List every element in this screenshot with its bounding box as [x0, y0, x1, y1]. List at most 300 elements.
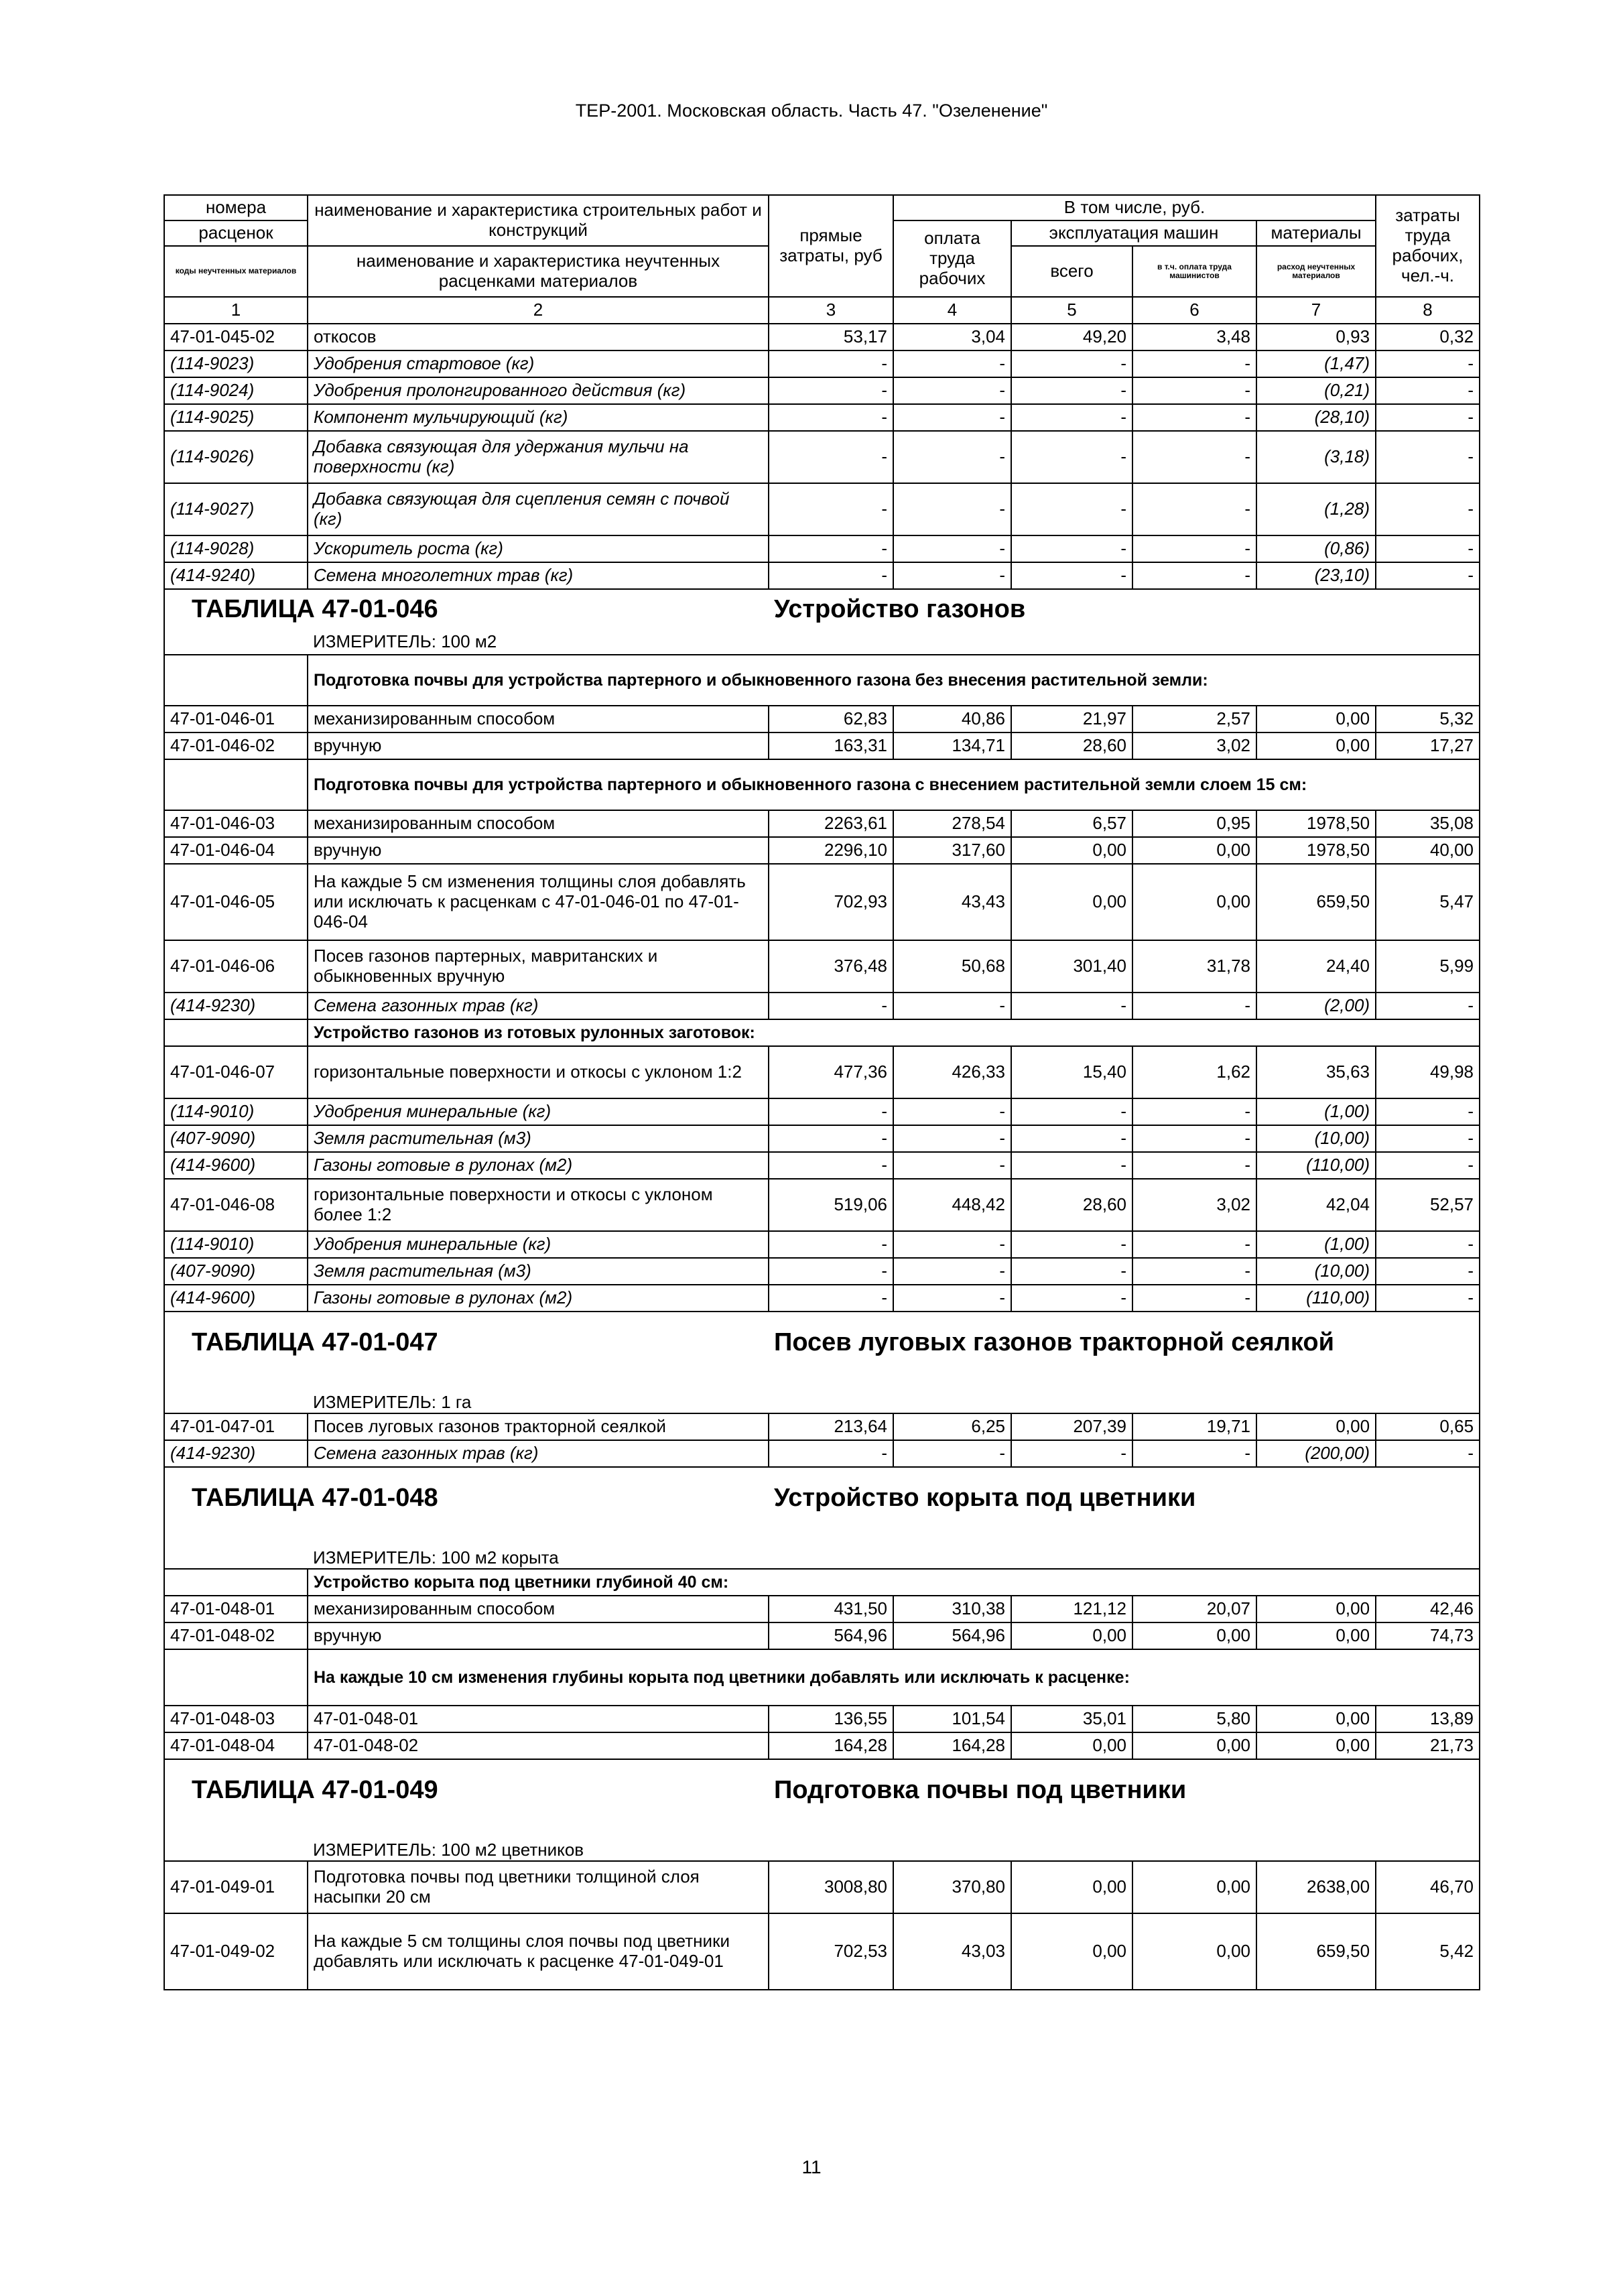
cell-dash: -	[1011, 1152, 1132, 1179]
measure-unit: ИЗМЕРИТЕЛЬ: 100 м2 цветников	[313, 1840, 584, 1860]
table-row	[164, 1596, 1480, 1622]
cell-value: 301,40	[1011, 940, 1132, 993]
table-row	[164, 940, 1480, 993]
material-row	[164, 350, 1480, 377]
material-qty: (28,10)	[1256, 404, 1376, 431]
cell-dash: -	[769, 431, 893, 483]
material-qty: (10,00)	[1256, 1258, 1376, 1285]
cell-value: 0,00	[1132, 1913, 1256, 1990]
cell-dash: -	[1011, 431, 1132, 483]
cell-value: 2,57	[1132, 706, 1256, 732]
table-row	[164, 1732, 1480, 1759]
cell-dash: -	[1132, 1125, 1256, 1152]
col-num: 1	[164, 297, 308, 324]
cell-value: 0,00	[1011, 1913, 1132, 1990]
cell-value: 53,17	[769, 324, 893, 350]
cell-dash: -	[1132, 404, 1256, 431]
cell-value: 28,60	[1011, 732, 1132, 759]
cell-value: 0,00	[1132, 1732, 1256, 1759]
material-code: (114-9026)	[164, 431, 308, 483]
cell-value: 42,04	[1256, 1179, 1376, 1231]
work-name: горизонтальные поверхности и откосы с уклоном более 1:2	[308, 1179, 769, 1231]
cell-value: 0,00	[1256, 1732, 1376, 1759]
cell-value: 370,80	[893, 1861, 1011, 1913]
material-row	[164, 535, 1480, 562]
table-row	[164, 324, 1480, 350]
table-label: ТАБЛИЦА 47-01-049	[192, 1775, 438, 1804]
cell-dash: -	[769, 535, 893, 562]
rate-code: 47-01-046-07	[164, 1046, 308, 1098]
header-material-usage: расход неучтенных материалов	[1256, 246, 1376, 297]
material-name: Земля растительная (м3)	[308, 1258, 769, 1285]
cell-value: 6,25	[893, 1413, 1011, 1440]
cell-value: 163,31	[769, 732, 893, 759]
cell-value: 74,73	[1376, 1622, 1480, 1649]
work-name: откосов	[308, 324, 769, 350]
material-code: (114-9010)	[164, 1231, 308, 1258]
cell-value: 0,00	[1011, 1861, 1132, 1913]
page-header: ТЕР-2001. Московская область. Часть 47. "Озеленение"	[575, 101, 1048, 121]
cell-dash: -	[1011, 1258, 1132, 1285]
cell-value: 3,48	[1132, 324, 1256, 350]
table-row	[164, 837, 1480, 864]
rate-code: 47-01-046-08	[164, 1179, 308, 1231]
material-row	[164, 1258, 1480, 1285]
cell-value: 0,00	[1256, 1413, 1376, 1440]
cell-dash: -	[1376, 1125, 1480, 1152]
material-qty: (200,00)	[1256, 1440, 1376, 1467]
material-code: (407-9090)	[164, 1258, 308, 1285]
price-table	[164, 194, 1480, 1990]
material-code: (414-9240)	[164, 562, 308, 589]
cell-value: 3,02	[1132, 1179, 1256, 1231]
material-row	[164, 1152, 1480, 1179]
cell-value: 35,63	[1256, 1046, 1376, 1098]
cell-dash: -	[893, 993, 1011, 1019]
cell-value: 2296,10	[769, 837, 893, 864]
work-name: Посев луговых газонов тракторной сеялкой	[308, 1413, 769, 1440]
measure-unit: ИЗМЕРИТЕЛЬ: 100 м2	[313, 631, 497, 651]
cell-value: 43,03	[893, 1913, 1011, 1990]
cell-value: 35,08	[1376, 810, 1480, 837]
table-title-row	[164, 589, 1480, 629]
cell-value: 659,50	[1256, 864, 1376, 940]
table-label: ТАБЛИЦА 47-01-046	[192, 594, 438, 623]
cell-value: 17,27	[1376, 732, 1480, 759]
cell-dash: -	[893, 1440, 1011, 1467]
cell-value: 0,00	[1132, 1861, 1256, 1913]
cell-dash: -	[1376, 1231, 1480, 1258]
cell-value: 3,04	[893, 324, 1011, 350]
table-row	[164, 1413, 1480, 1440]
table-title: Посев луговых газонов тракторной сеялкой	[774, 1328, 1334, 1356]
cell-dash: -	[769, 404, 893, 431]
rate-code: 47-01-046-06	[164, 940, 308, 993]
material-name: Ускоритель роста (кг)	[308, 535, 769, 562]
material-name: Газоны готовые в рулонах (м2)	[308, 1152, 769, 1179]
cell-value: 2638,00	[1256, 1861, 1376, 1913]
rate-code: 47-01-049-01	[164, 1861, 308, 1913]
work-name: механизированным способом	[308, 706, 769, 732]
cell-value: 1978,50	[1256, 810, 1376, 837]
cell-dash: -	[769, 377, 893, 404]
work-name: На каждые 5 см изменения толщины слоя добавлять или исключать к расценкам с 47-01-046-01 по 47-01-046-04	[308, 864, 769, 940]
table-row	[164, 1706, 1480, 1732]
work-name: вручную	[308, 837, 769, 864]
material-qty: (1,28)	[1256, 483, 1376, 535]
material-code: (114-9025)	[164, 404, 308, 431]
cell-value: 0,00	[1256, 1596, 1376, 1622]
cell-dash: -	[1376, 377, 1480, 404]
header-machinist-pay: в т.ч. оплата труда машинистов	[1132, 246, 1256, 297]
cell-value: 702,93	[769, 864, 893, 940]
cell-dash: -	[1376, 404, 1480, 431]
material-row	[164, 1098, 1480, 1125]
cell-value: 0,00	[1011, 864, 1132, 940]
header-codes-label: номера	[164, 195, 308, 220]
cell-dash: -	[893, 350, 1011, 377]
cell-value: 20,07	[1132, 1596, 1256, 1622]
cell-value: 0,65	[1376, 1413, 1480, 1440]
material-qty: (1,00)	[1256, 1098, 1376, 1125]
cell-value: 24,40	[1256, 940, 1376, 993]
rate-code: 47-01-047-01	[164, 1413, 308, 1440]
table-title: Устройство газонов	[774, 594, 1026, 623]
cell-value: 0,00	[1011, 1732, 1132, 1759]
rate-code: 47-01-046-01	[164, 706, 308, 732]
work-name: механизированным способом	[308, 810, 769, 837]
material-row	[164, 993, 1480, 1019]
cell-dash: -	[1132, 1440, 1256, 1467]
cell-value: 448,42	[893, 1179, 1011, 1231]
col-num: 2	[308, 297, 769, 324]
cell-value: 5,47	[1376, 864, 1480, 940]
cell-value: 42,46	[1376, 1596, 1480, 1622]
cell-value: 43,43	[893, 864, 1011, 940]
rate-code: 47-01-046-04	[164, 837, 308, 864]
cell-value: 213,64	[769, 1413, 893, 1440]
cell-dash: -	[1132, 562, 1256, 589]
col-num: 5	[1011, 297, 1132, 324]
cell-dash: -	[1011, 483, 1132, 535]
work-name: вручную	[308, 732, 769, 759]
material-qty: (23,10)	[1256, 562, 1376, 589]
cell-dash: -	[1376, 431, 1480, 483]
rate-code: 47-01-048-03	[164, 1706, 308, 1732]
material-row	[164, 562, 1480, 589]
cell-dash: -	[1132, 350, 1256, 377]
table-title-row	[164, 1759, 1480, 1821]
cell-dash: -	[1376, 993, 1480, 1019]
section-heading: Устройство корыта под цветники глубиной 40 см:	[308, 1569, 1480, 1596]
header-codes-sub: расценок	[164, 220, 308, 246]
cell-dash: -	[1011, 1125, 1132, 1152]
page-number: 11	[801, 2157, 822, 2177]
header-material-codes: коды неучтенных материалов	[164, 246, 308, 297]
cell-value: 317,60	[893, 837, 1011, 864]
cell-value: 5,32	[1376, 706, 1480, 732]
header-labor: затраты труда рабочих, чел.-ч.	[1376, 195, 1480, 297]
header-including: В том числе, руб.	[893, 195, 1376, 220]
rate-code: 47-01-048-04	[164, 1732, 308, 1759]
section-heading: На каждые 10 см изменения глубины корыта под цветники добавлять или исключать к расценке:	[308, 1649, 1480, 1706]
header-materials: материалы	[1256, 220, 1376, 246]
cell-value: 564,96	[769, 1622, 893, 1649]
cell-value: 0,32	[1376, 324, 1480, 350]
cell-value: 164,28	[893, 1732, 1011, 1759]
material-row	[164, 377, 1480, 404]
cell-dash: -	[893, 1152, 1011, 1179]
cell-dash: -	[1376, 1098, 1480, 1125]
material-name: Газоны готовые в рулонах (м2)	[308, 1285, 769, 1312]
table-row	[164, 732, 1480, 759]
material-name: Земля растительная (м3)	[308, 1125, 769, 1152]
cell-dash: -	[769, 1125, 893, 1152]
table-title: Устройство корыта под цветники	[774, 1483, 1196, 1512]
cell-dash: -	[1011, 535, 1132, 562]
material-row	[164, 1440, 1480, 1467]
cell-dash: -	[1011, 1098, 1132, 1125]
cell-dash: -	[1132, 431, 1256, 483]
cell-value: 1978,50	[1256, 837, 1376, 864]
cell-value: 134,71	[893, 732, 1011, 759]
cell-value: 0,00	[1132, 864, 1256, 940]
cell-dash: -	[769, 1152, 893, 1179]
rate-code: 47-01-046-05	[164, 864, 308, 940]
cell-dash: -	[893, 1231, 1011, 1258]
cell-value: 49,20	[1011, 324, 1132, 350]
cell-value: 136,55	[769, 1706, 893, 1732]
material-row	[164, 483, 1480, 535]
cell-value: 659,50	[1256, 1913, 1376, 1990]
material-row	[164, 431, 1480, 483]
col-num: 6	[1132, 297, 1256, 324]
material-qty: (2,00)	[1256, 993, 1376, 1019]
cell-value: 376,48	[769, 940, 893, 993]
table-title-row	[164, 1467, 1480, 1529]
cell-dash: -	[769, 1231, 893, 1258]
cell-value: 15,40	[1011, 1046, 1132, 1098]
measure-unit: ИЗМЕРИТЕЛЬ: 100 м2 корыта	[313, 1547, 559, 1568]
header-pay: оплата труда рабочих	[893, 220, 1011, 297]
cell-value: 3008,80	[769, 1861, 893, 1913]
cell-value: 28,60	[1011, 1179, 1132, 1231]
section-heading: Подготовка почвы для устройства партерного и обыкновенного газона без внесения растительной земли:	[308, 655, 1480, 706]
table-row	[164, 1046, 1480, 1098]
material-code: (414-9600)	[164, 1152, 308, 1179]
cell-value: 2263,61	[769, 810, 893, 837]
cell-value: 46,70	[1376, 1861, 1480, 1913]
material-code: (114-9023)	[164, 350, 308, 377]
table-row	[164, 864, 1480, 940]
cell-value: 49,98	[1376, 1046, 1480, 1098]
cell-value: 0,00	[1132, 1622, 1256, 1649]
rate-code: 47-01-046-03	[164, 810, 308, 837]
work-name: горизонтальные поверхности и откосы с уклоном 1:2	[308, 1046, 769, 1098]
material-name: Семена газонных трав (кг)	[308, 1440, 769, 1467]
cell-dash: -	[769, 483, 893, 535]
cell-dash: -	[1011, 377, 1132, 404]
cell-dash: -	[1376, 350, 1480, 377]
material-code: (114-9024)	[164, 377, 308, 404]
cell-dash: -	[1132, 1098, 1256, 1125]
table-title: Подготовка почвы под цветники	[774, 1775, 1187, 1804]
cell-value: 52,57	[1376, 1179, 1480, 1231]
work-name: 47-01-048-02	[308, 1732, 769, 1759]
table-title-row	[164, 1312, 1480, 1373]
section-heading: Подготовка почвы для устройства партерного и обыкновенного газона с внесением растительной земли слоем 15 см:	[308, 759, 1480, 810]
material-code: (114-9028)	[164, 535, 308, 562]
work-name: На каждые 5 см толщины слоя почвы под цветники добавлять или исключать к расценке 47-01-049-01	[308, 1913, 769, 1990]
cell-dash: -	[1011, 350, 1132, 377]
material-code: (414-9230)	[164, 1440, 308, 1467]
cell-value: 0,00	[1011, 837, 1132, 864]
cell-value: 1,62	[1132, 1046, 1256, 1098]
cell-dash: -	[1132, 993, 1256, 1019]
material-name: Добавка связующая для удержания мульчи на поверхности (кг)	[308, 431, 769, 483]
cell-dash: -	[893, 535, 1011, 562]
table-label: ТАБЛИЦА 47-01-048	[192, 1483, 438, 1512]
cell-dash: -	[893, 1285, 1011, 1312]
cell-dash: -	[769, 562, 893, 589]
cell-dash: -	[769, 1440, 893, 1467]
material-row	[164, 1285, 1480, 1312]
header-machines: эксплуатация машин	[1011, 220, 1256, 246]
work-name: вручную	[308, 1622, 769, 1649]
cell-dash: -	[769, 993, 893, 1019]
cell-value: 426,33	[893, 1046, 1011, 1098]
cell-value: 164,28	[769, 1732, 893, 1759]
material-row	[164, 404, 1480, 431]
cell-dash: -	[1011, 1231, 1132, 1258]
material-qty: (0,86)	[1256, 535, 1376, 562]
cell-value: 0,95	[1132, 810, 1256, 837]
rate-code: 47-01-049-02	[164, 1913, 308, 1990]
measure-unit: ИЗМЕРИТЕЛЬ: 1 га	[313, 1392, 472, 1413]
cell-dash: -	[1011, 562, 1132, 589]
cell-value: 3,02	[1132, 732, 1256, 759]
cell-dash: -	[893, 1258, 1011, 1285]
cell-dash: -	[1132, 483, 1256, 535]
cell-dash: -	[1376, 1152, 1480, 1179]
cell-dash: -	[1376, 562, 1480, 589]
cell-value: 101,54	[893, 1706, 1011, 1732]
cell-value: 702,53	[769, 1913, 893, 1990]
cell-value: 0,00	[1256, 1622, 1376, 1649]
material-qty: (110,00)	[1256, 1285, 1376, 1312]
table-row	[164, 706, 1480, 732]
work-name: Подготовка почвы под цветники толщиной слоя насыпки 20 см	[308, 1861, 769, 1913]
cell-dash: -	[893, 404, 1011, 431]
cell-value: 19,71	[1132, 1413, 1256, 1440]
table-label: ТАБЛИЦА 47-01-047	[192, 1328, 438, 1356]
cell-value: 0,00	[1256, 1706, 1376, 1732]
cell-value: 21,73	[1376, 1732, 1480, 1759]
cell-dash: -	[893, 377, 1011, 404]
cell-value: 278,54	[893, 810, 1011, 837]
material-code: (114-9010)	[164, 1098, 308, 1125]
col-num: 4	[893, 297, 1011, 324]
cell-value: 0,00	[1011, 1622, 1132, 1649]
cell-value: 207,39	[1011, 1413, 1132, 1440]
material-qty: (3,18)	[1256, 431, 1376, 483]
cell-value: 21,97	[1011, 706, 1132, 732]
material-name: Удобрения минеральные (кг)	[308, 1098, 769, 1125]
cell-dash: -	[893, 483, 1011, 535]
cell-dash: -	[769, 1285, 893, 1312]
cell-dash: -	[1376, 1258, 1480, 1285]
material-row	[164, 1231, 1480, 1258]
cell-dash: -	[893, 562, 1011, 589]
cell-dash: -	[1376, 483, 1480, 535]
cell-dash: -	[1376, 1285, 1480, 1312]
material-qty: (1,47)	[1256, 350, 1376, 377]
cell-value: 5,80	[1132, 1706, 1256, 1732]
cell-value: 31,78	[1132, 940, 1256, 993]
material-qty: (10,00)	[1256, 1125, 1376, 1152]
rate-code: 47-01-048-01	[164, 1596, 308, 1622]
material-qty: (0,21)	[1256, 377, 1376, 404]
cell-value: 50,68	[893, 940, 1011, 993]
cell-dash: -	[1132, 1258, 1256, 1285]
cell-dash: -	[893, 1125, 1011, 1152]
table-row	[164, 1622, 1480, 1649]
cell-dash: -	[1132, 535, 1256, 562]
table-row	[164, 1913, 1480, 1990]
cell-value: 310,38	[893, 1596, 1011, 1622]
work-name: 47-01-048-01	[308, 1706, 769, 1732]
col-num: 3	[769, 297, 893, 324]
work-name: Посев газонов партерных, мавританских и обыкновенных вручную	[308, 940, 769, 993]
cell-dash: -	[1011, 993, 1132, 1019]
rate-code: 47-01-046-02	[164, 732, 308, 759]
material-code: (114-9027)	[164, 483, 308, 535]
cell-value: 0,93	[1256, 324, 1376, 350]
material-name: Удобрения пролонгированного действия (кг)	[308, 377, 769, 404]
section-heading: Устройство газонов из готовых рулонных заготовок:	[308, 1019, 1480, 1046]
cell-dash: -	[1132, 1285, 1256, 1312]
cell-dash: -	[893, 1098, 1011, 1125]
cell-value: 0,00	[1256, 732, 1376, 759]
table-row	[164, 1861, 1480, 1913]
cell-value: 35,01	[1011, 1706, 1132, 1732]
cell-value: 0,00	[1132, 837, 1256, 864]
table-row	[164, 1179, 1480, 1231]
cell-value: 564,96	[893, 1622, 1011, 1649]
cell-value: 40,86	[893, 706, 1011, 732]
cell-value: 0,00	[1256, 706, 1376, 732]
material-name: Семена газонных трав (кг)	[308, 993, 769, 1019]
cell-dash: -	[1132, 377, 1256, 404]
material-qty: (1,00)	[1256, 1231, 1376, 1258]
cell-dash: -	[1011, 1440, 1132, 1467]
cell-dash: -	[1132, 1231, 1256, 1258]
col-num: 8	[1376, 297, 1480, 324]
material-name: Семена многолетних трав (кг)	[308, 562, 769, 589]
cell-value: 431,50	[769, 1596, 893, 1622]
material-code: (414-9230)	[164, 993, 308, 1019]
material-code: (407-9090)	[164, 1125, 308, 1152]
header-material-names: наименование и характеристика неучтенных расценками материалов	[308, 246, 769, 297]
cell-dash: -	[893, 431, 1011, 483]
header-machines-total: всего	[1011, 246, 1132, 297]
material-qty: (110,00)	[1256, 1152, 1376, 1179]
material-name: Удобрения стартовое (кг)	[308, 350, 769, 377]
cell-dash: -	[1011, 404, 1132, 431]
material-name: Компонент мульчирующий (кг)	[308, 404, 769, 431]
material-name: Удобрения минеральные (кг)	[308, 1231, 769, 1258]
cell-dash: -	[1011, 1285, 1132, 1312]
